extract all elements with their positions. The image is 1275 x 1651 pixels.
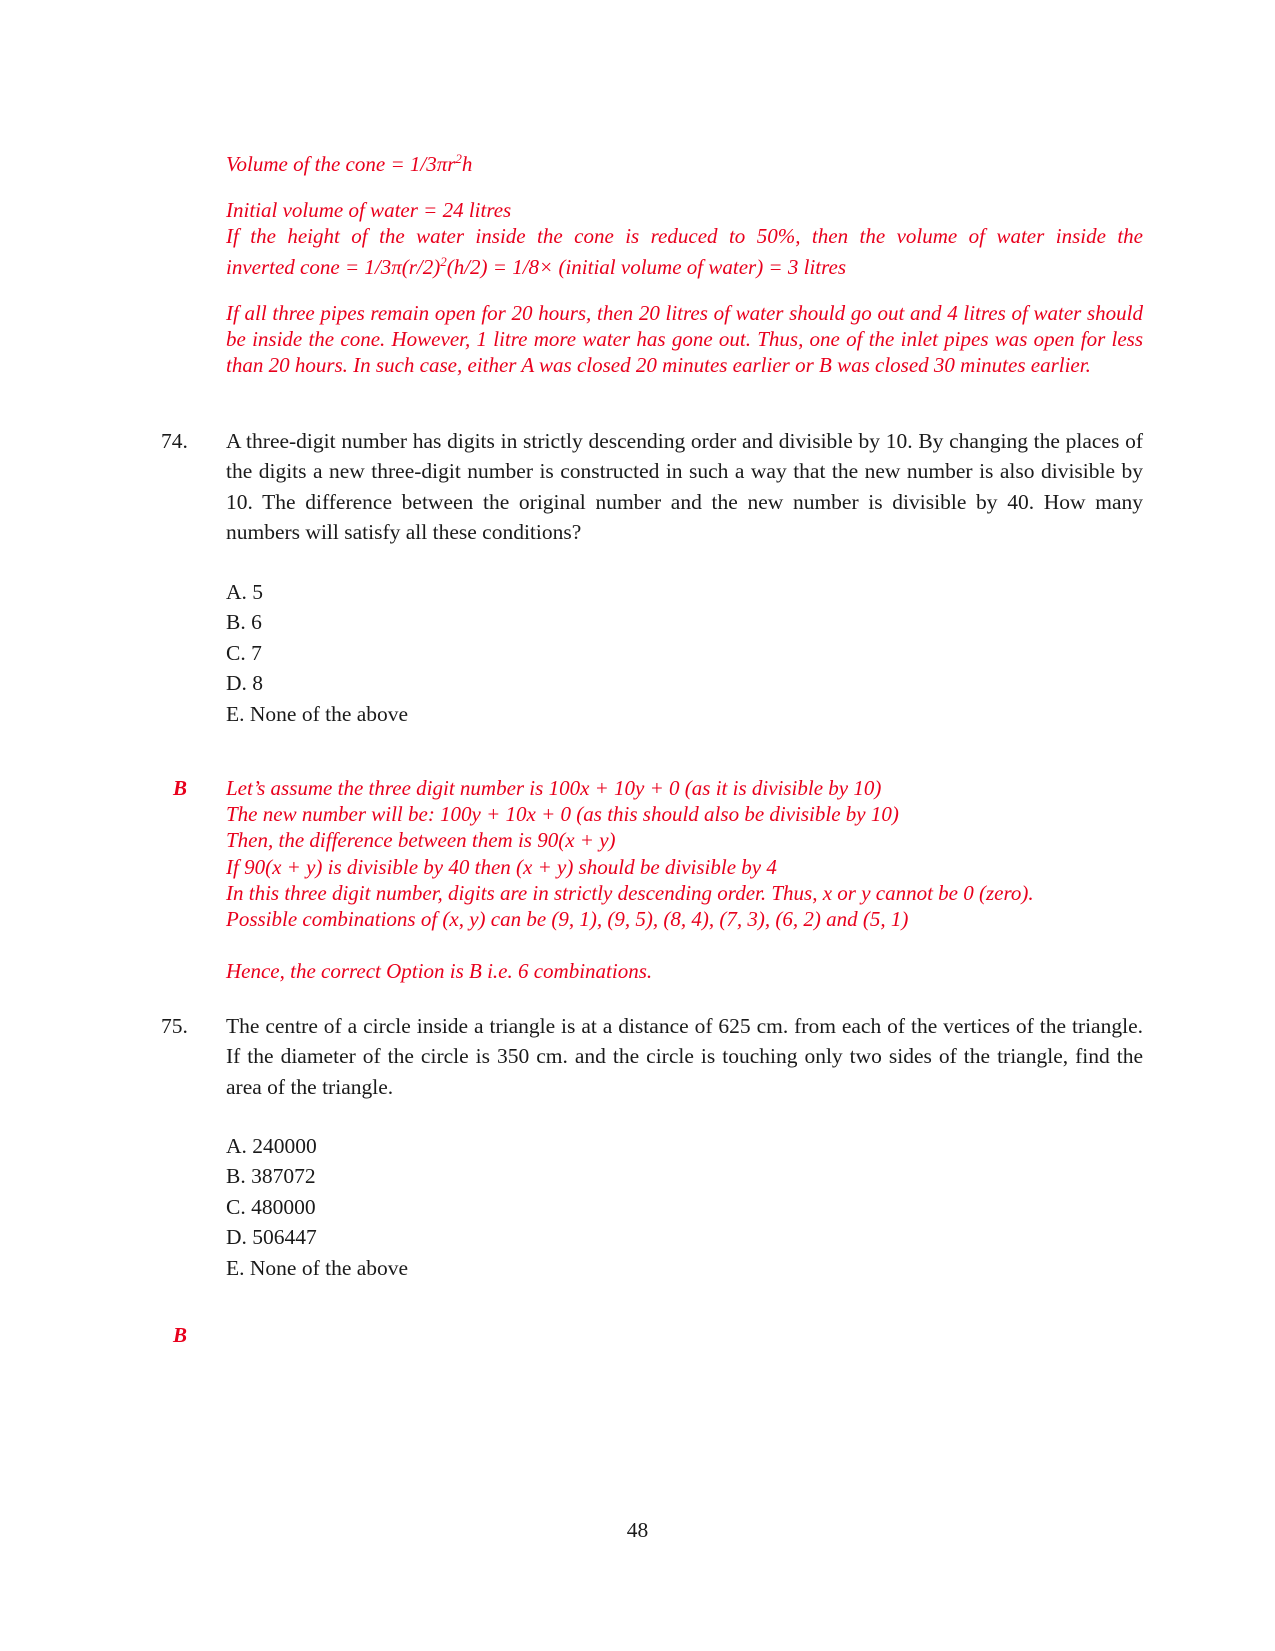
option-c: C. 480000 bbox=[226, 1194, 316, 1219]
question-number-75: 75. bbox=[161, 1014, 188, 1038]
solution-line: Let’s assume the three digit number is 100x + 10y + 0 (as it is divisible by 10) bbox=[226, 776, 882, 800]
question-75-options bbox=[226, 1131, 408, 1283]
option-a: A. 5 bbox=[226, 580, 264, 604]
question-74-text: A three-digit number has digits in strictly descending order and divisible by 10. By changing the places of the digits a new three-digit number is constructed in such a way that the new number is also divisible by 10. The difference between the original number and the new number is divisible by 40. How many numbers will satisfy all these conditions? bbox=[226, 429, 1143, 545]
answer-75: B bbox=[173, 1323, 188, 1347]
option-e: E. None of the above bbox=[226, 1255, 409, 1280]
option-d: D. 8 bbox=[226, 671, 264, 696]
solution-line: In this three digit number, digits are in strictly descending order. Thus, x or y cannot be 0 (zero). bbox=[226, 880, 1034, 905]
page-number: 48 bbox=[626, 1518, 649, 1542]
solution-line: If 90(x + y) is divisible by 40 then (x + y) should be divisible by 4 bbox=[226, 854, 777, 879]
option-e: E. None of the above bbox=[226, 701, 409, 726]
initial-volume-paragraph bbox=[226, 197, 1143, 281]
option-b: B. 387072 bbox=[226, 1164, 316, 1189]
solution-line: Possible combinations of (x, y) can be (9, 1), (9, 5), (8, 4), (7, 3), (6, 2) and (5, 1) bbox=[226, 907, 909, 932]
option-a: A. 240000 bbox=[226, 1134, 317, 1158]
option-d: D. 506447 bbox=[226, 1225, 317, 1250]
solution-line: The new number will be: 100y + 10x + 0 (as this should also be divisible by 10) bbox=[226, 802, 899, 827]
option-b: B. 6 bbox=[226, 610, 262, 635]
answer-74: B bbox=[173, 776, 188, 800]
question-74-options bbox=[226, 577, 408, 729]
pipes-paragraph: If all three pipes remain open for 20 hours, then 20 litres of water should go out and 4 litres of water should be inside the cone. However, 1 litre more water has gone out. Thus, one of the inlet pipes was open for less than 20 hours. In such case, either A was closed 20 minutes earlier or B was closed 30 minutes earlier. bbox=[226, 301, 1143, 378]
cone-volume-formula: Volume of the cone = $1/3\pi r^2h$ bbox=[226, 151, 473, 176]
solution-74-conclusion: Hence, the correct Option is B i.e. 6 combinations. bbox=[226, 959, 653, 983]
solution-74 bbox=[226, 775, 1143, 932]
option-c: C. 7 bbox=[226, 640, 262, 665]
height-reduced-line: If the height of the water inside the cone is reduced to 50%, then the volume of water inside the bbox=[226, 224, 1143, 249]
solution-line: Then, the difference between them is 90(x + y) bbox=[226, 828, 616, 853]
question-75-text: The centre of a circle inside a triangle is at a distance of 625 cm. from each of the vertices of the triangle. If the diameter of the circle is 350 cm. and the circle is touching only two sides of the triangle, find the area of the triangle. bbox=[226, 1014, 1143, 1099]
question-number-74: 74. bbox=[161, 429, 188, 453]
inverted-cone-line: inverted cone = $1/3\pi(r/2)^2(h/2) = 1/8\times$ (initial volume of water) = 3 litres bbox=[226, 254, 846, 280]
initial-volume-line: Initial volume of water = 24 litres bbox=[226, 198, 512, 222]
